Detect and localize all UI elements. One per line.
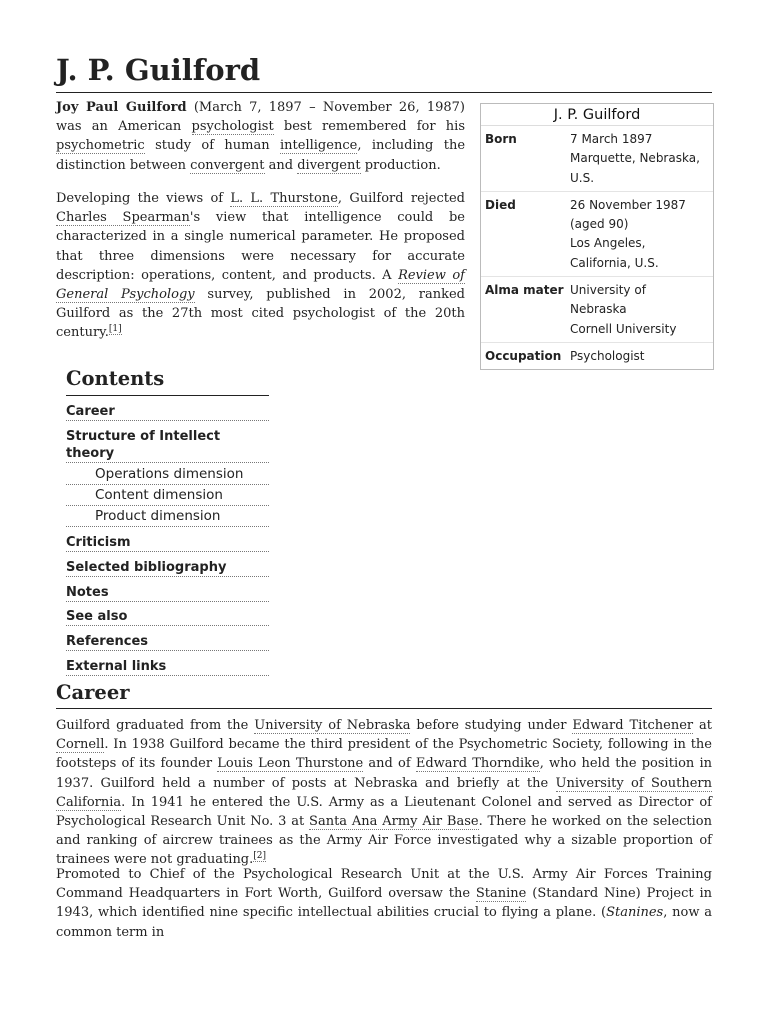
reference-1[interactable]: [1] — [108, 324, 122, 335]
infobox-value — [570, 130, 709, 188]
infobox-label: Occupation — [485, 348, 562, 363]
toc-subitem-product[interactable]: Product dimension — [66, 506, 269, 527]
infobox-line: Psychologist — [570, 348, 645, 363]
section-heading-career: Career — [56, 680, 712, 709]
infobox-line: Cornell University — [570, 321, 677, 336]
text: Promoted to Chief of the Psychological Research Unit at the U.S. Army Air Forces Training Command Headquarters in Fort Worth, Guilford oversaw the — [56, 867, 712, 902]
text: Developing the views of — [56, 191, 231, 206]
text: (Standard Nine) Project in 1943, which identified nine specific intellectual abilities crucial to flying a plane. ( — [56, 886, 712, 921]
text: and — [264, 157, 298, 173]
link-edward-titchener[interactable]: Edward Titchener — [572, 718, 694, 733]
link-cornell[interactable]: Cornell — [56, 737, 105, 753]
text: best remembered for his — [273, 119, 465, 135]
toc-title: Contents — [66, 366, 269, 396]
link-psychometric[interactable]: psychometric — [56, 138, 145, 154]
infobox-label: Died — [485, 197, 516, 212]
infobox-label: Born — [485, 132, 517, 146]
subject-name: Joy Paul Guilford — [56, 100, 187, 115]
infobox-line: Los Angeles, — [570, 236, 646, 251]
infobox-line: 26 November 1987 — [570, 197, 686, 212]
infobox-line: (aged 90) — [570, 217, 629, 232]
text: production. — [360, 157, 441, 173]
infobox-title: J. P. Guilford — [481, 104, 713, 126]
infobox-line: Marquette, Nebraska, — [570, 151, 700, 166]
infobox-line: California, U.S. — [570, 255, 659, 270]
infobox-line: U.S. — [570, 170, 595, 185]
link-thurstone[interactable]: L. L. Thurstone — [230, 191, 338, 206]
infobox-row-alma-mater — [481, 277, 713, 343]
toc-item-references[interactable]: References — [66, 633, 269, 651]
text: study of human — [144, 138, 281, 154]
link-university-of-nebraska[interactable]: University of Nebraska — [254, 718, 411, 733]
text: at — [693, 718, 713, 733]
toc-item-selected-bibliography[interactable]: Selected bibliography — [66, 559, 269, 577]
infobox-row-occupation — [481, 343, 713, 369]
text: before studying under — [410, 718, 573, 733]
infobox-line: University of — [570, 283, 646, 298]
text: , including the distinction between — [56, 138, 466, 173]
italic-term: Stanines — [606, 905, 664, 921]
link-spearman[interactable]: Charles Spearman — [56, 210, 190, 226]
text: 's view that intelligence could be characterized in a single numerical parameter. He proposed that three dimensions were necessary for accurate description: operations, content, and products. A — [56, 210, 465, 283]
link-divergent[interactable]: divergent — [297, 157, 361, 173]
toc-item-external-links[interactable]: External links — [66, 658, 269, 676]
infobox-line: 7 March 1897 — [570, 132, 653, 146]
infobox-value — [570, 196, 709, 273]
text: . In 1941 he entered the U.S. Army as a Lieutenant Colonel and served as Director of Psychological Research Unit No. 3 at — [56, 794, 712, 830]
infobox — [480, 103, 714, 370]
text: survey, published in 2002, ranked Guilford as the 27th most cited psychologist of the 20th century. — [56, 287, 465, 341]
toc-item-notes[interactable]: Notes — [66, 584, 269, 602]
text: , now a common term in — [56, 905, 712, 940]
link-psychologist[interactable]: psychologist — [191, 119, 274, 135]
toc-item-career[interactable]: Career — [66, 403, 269, 421]
lead-paragraph — [56, 98, 465, 175]
text: (March 7, 1897 – November 26, 1987) was an American — [56, 100, 465, 135]
link-stanine[interactable]: Stanine — [475, 886, 527, 902]
text: , who held the position in 1937. Guilford held a number of posts at Nebraska and briefly at the — [56, 756, 712, 791]
infobox-line: Nebraska — [570, 302, 627, 317]
toc-item-structure-of-intellect[interactable]: Structure of Intellect theory — [66, 428, 269, 463]
link-review-general-psychology[interactable]: Review of General Psychology — [56, 267, 465, 303]
toc-subitem-operations[interactable]: Operations dimension — [66, 464, 269, 485]
career-paragraph-1 — [56, 716, 712, 870]
page-title: J. P. Guilford — [56, 52, 712, 93]
toc-subitem-content[interactable]: Content dimension — [66, 485, 269, 506]
infobox-label: Alma mater — [485, 283, 564, 298]
link-intelligence[interactable]: intelligence — [280, 138, 358, 154]
text: , Guilford rejected — [337, 191, 466, 206]
toc-subsection-list — [66, 464, 269, 527]
text: . There he worked on the selection and ranking of aircrew trainees as the Army Air Force investigated why a sizable proportion of trainees were not graduating. — [56, 814, 713, 868]
text: . In 1938 Guilford became the third president of the Psychometric Society, following in the footsteps of its founder — [56, 737, 712, 772]
link-convergent[interactable]: convergent — [190, 157, 265, 173]
text: Guilford graduated from the — [56, 718, 255, 733]
infobox-row-born — [481, 126, 713, 192]
link-edward-thorndike[interactable]: Edward Thorndike — [415, 756, 540, 772]
toc-item-criticism[interactable]: Criticism — [66, 534, 269, 552]
infobox-value — [570, 347, 709, 366]
career-paragraph-2 — [56, 865, 712, 942]
link-louis-leon-thurstone[interactable]: Louis Leon Thurstone — [217, 756, 364, 772]
development-paragraph — [56, 189, 465, 343]
table-of-contents — [66, 366, 269, 683]
link-university-of-southern-california[interactable]: University of Southern California — [56, 775, 712, 810]
toc-item-see-also[interactable]: See also — [66, 608, 269, 626]
infobox-row-died — [481, 192, 713, 277]
link-santa-ana-army-air-base[interactable]: Santa Ana Army Air Base — [309, 814, 479, 830]
infobox-value — [570, 281, 709, 339]
reference-2[interactable]: [2] — [253, 851, 267, 862]
text: and of — [363, 756, 416, 772]
